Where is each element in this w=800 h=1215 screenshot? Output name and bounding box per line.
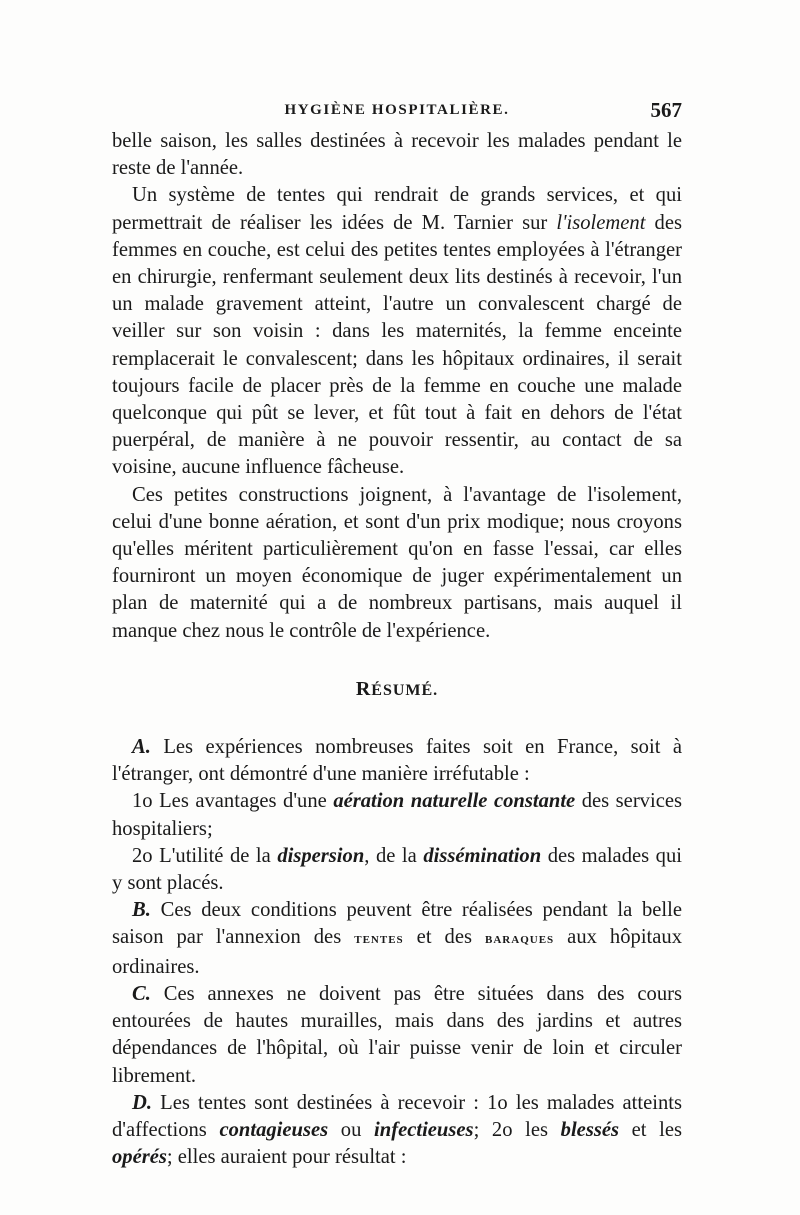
point-text: et les	[619, 1118, 683, 1141]
item-number: 2o	[132, 844, 153, 867]
item-text: , de la	[364, 844, 424, 867]
point-label-c: C.	[132, 982, 151, 1005]
paragraph-small-constructions	[112, 482, 682, 645]
item-text: Les avantages d'une	[152, 790, 334, 813]
emphasis-aeration: aération naturelle constante	[333, 790, 576, 813]
heading-rest: ÉSUMÉ.	[371, 681, 439, 699]
emphasis-infectieuses: infectieuses	[374, 1118, 474, 1141]
point-text: Les tentes sont destinées à recevoir : 1o les malades atteints d'affections	[112, 1091, 682, 1141]
running-title: HYGIÈNE HOSPITALIÈRE.	[284, 102, 510, 118]
item-text: des malades qui y sont placés.	[112, 844, 682, 895]
paragraph-text: Un système de tentes qui rendrait de grands services, et qui permettrait de réaliser les idées de M. Tarnier sur	[112, 184, 682, 234]
point-label-d: D.	[132, 1091, 153, 1114]
paragraph-text: belle saison, les salles destinées à recevoir les malades pendant le reste de l'année.	[112, 130, 682, 180]
heading-initial: R	[355, 677, 372, 700]
small-caps-baraques: baraques	[485, 931, 555, 948]
summary-point-b	[112, 897, 682, 981]
point-text: Ces annexes ne doivent pas être situées dans des cours entourées de hautes murailles, mais dans des jardins et autres dépendances de l'hôpital, où l'air puisse venir de loin et circuler librement.	[112, 982, 682, 1087]
emphasis-isolement: l'isolement	[556, 211, 646, 234]
summary-point-a	[112, 734, 682, 788]
point-text: ou	[328, 1118, 375, 1141]
item-number: 1o	[132, 790, 153, 813]
item-text: L'utilité de la	[152, 844, 278, 867]
point-label-a: A.	[132, 736, 151, 759]
point-label-b: B.	[132, 899, 151, 922]
paragraph-text: des femmes en couche, est celui des petites tentes employées à l'étranger en chirurgie, renfermant seulement deux lits destinés à recevoir, l'un un malade gravement atteint, l'autre un convalescent chargé de veiller sur son voisin : dans les maternités, la femme enceinte remplacerait le convalescent; dans les hôpitaux ordinaires, il serait toujours facile de placer près de la femme en couche une malade quelconque qui pût se lever, et fût tout à fait en dehors de l'état puerpéral, de manière à ne pouvoir ressentir, au contact de sa voisine, aucune influence fâcheuse.	[112, 211, 682, 479]
summary-point-c	[112, 981, 682, 1090]
point-text: ; 2o les	[473, 1118, 561, 1141]
page-number: 567	[650, 98, 682, 122]
body-text	[112, 128, 682, 1171]
point-text: Ces deux conditions peuvent être réalisées pendant la belle saison par l'annexion des	[112, 899, 682, 949]
emphasis-blesses: blessés	[560, 1118, 619, 1141]
running-head	[112, 98, 682, 124]
paragraph-continuation	[112, 128, 682, 182]
paragraph-tent-system	[112, 182, 682, 481]
paragraph-text: Ces petites constructions joignent, à l'avantage de l'isolement, celui d'une bonne aération, et sont d'un prix modique; nous croyons qu'elles méritent particulièrement qu'on en fasse l'essai, car elles fourniront un moyen économique de juger expérimentalement un plan de maternité qui a de nombreux partisans, mais auquel il manque chez nous le contrôle de l'expérience.	[112, 483, 682, 642]
emphasis-operes: opérés	[112, 1146, 167, 1169]
emphasis-contagieuses: contagieuses	[219, 1118, 329, 1141]
point-text: et des	[403, 926, 486, 949]
section-heading-resume	[112, 676, 682, 704]
point-text: ; elles auraient pour résultat :	[166, 1146, 407, 1169]
small-caps-tentes: tentes	[354, 931, 404, 948]
point-text: Les expériences nombreuses faites soit en France, soit à l'étranger, ont démontré d'une manière irréfutable :	[112, 736, 682, 786]
item-text: des services hospitaliers;	[112, 790, 682, 840]
emphasis-dissemination: dissémination	[423, 844, 542, 867]
summary-item-1	[112, 788, 682, 842]
point-text: aux hôpitaux ordinaires.	[112, 926, 682, 978]
summary-point-d	[112, 1090, 682, 1172]
summary-item-2	[112, 843, 682, 897]
emphasis-dispersion: dispersion	[277, 844, 365, 867]
